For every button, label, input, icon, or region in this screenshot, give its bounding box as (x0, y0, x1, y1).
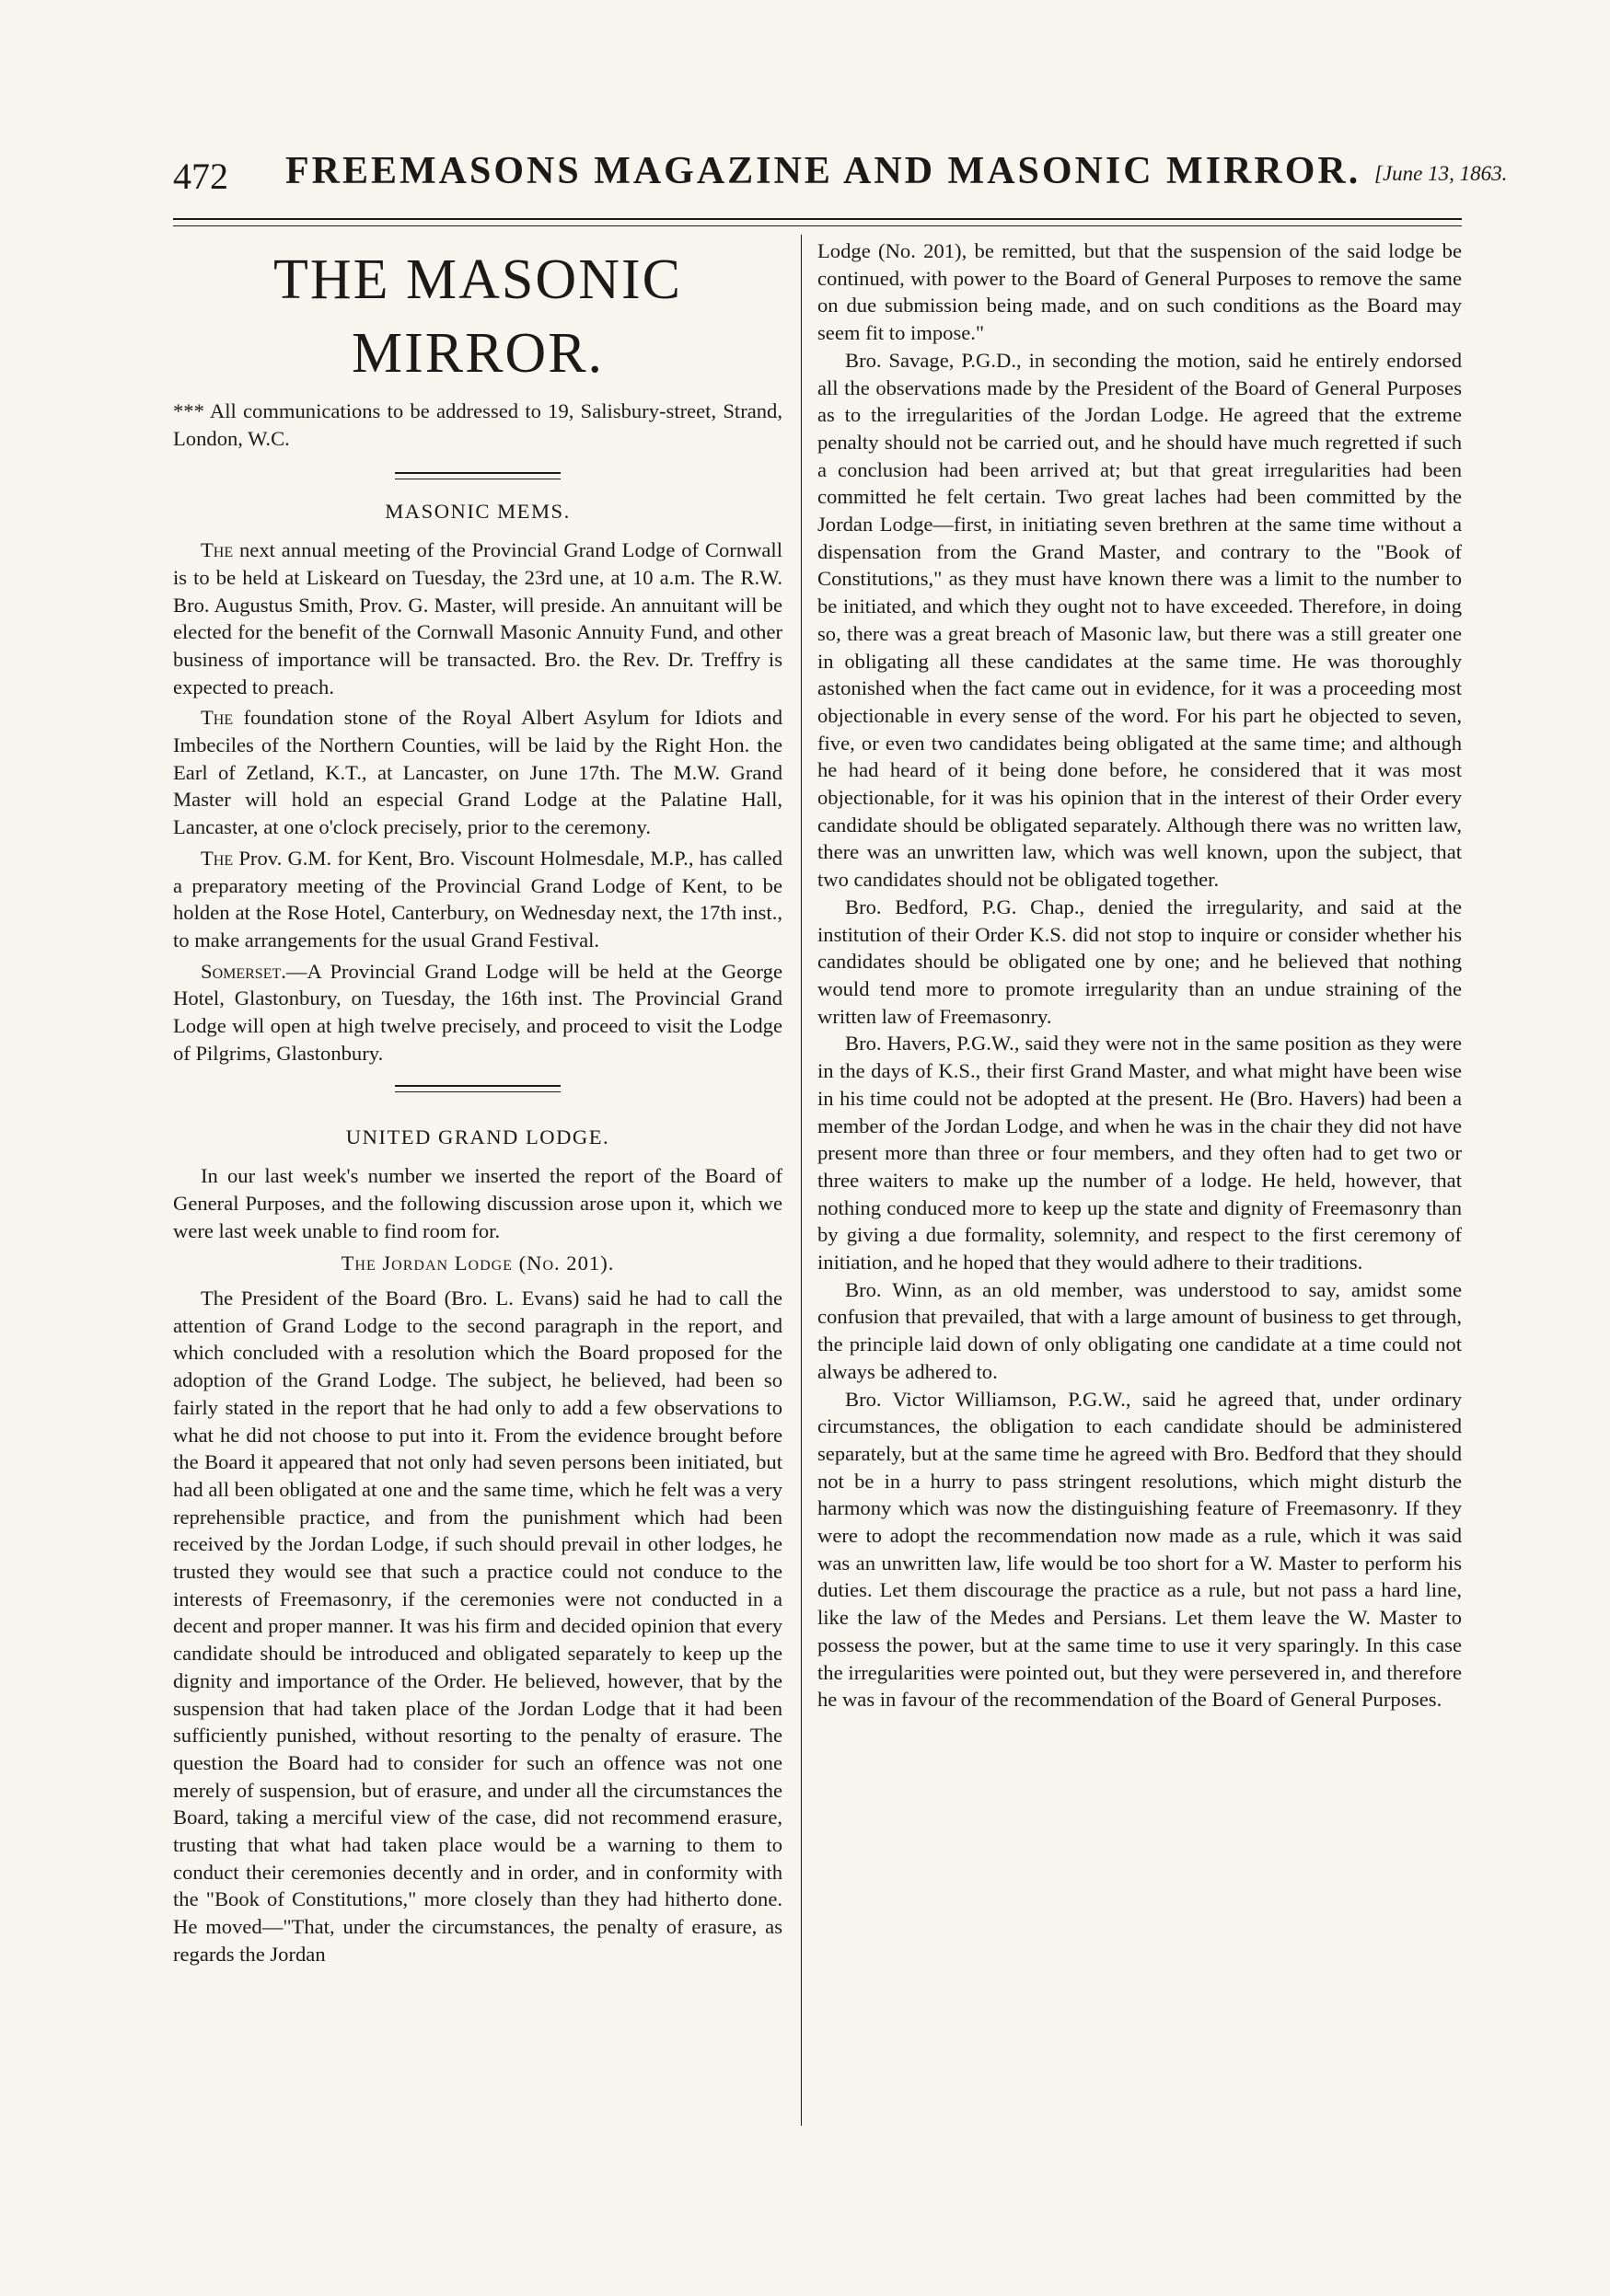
right-column (817, 237, 1462, 1713)
body-paragraph-continued: Lodge (No. 201), be remitted, but that the suspension of the said lodge be continued, with power to the Board of General Purposes to remove the same on due submission being made, and on such conditions as the Board may seem fit to impose." (817, 239, 1462, 345)
body-paragraph: Bro. Victor Williamson, P.G.W., said he agreed that, under ordinary circumstances, the obligation to each candidate should be administered separately, but at the same time he agreed with Bro. Bedford that they should not be in a hurry to pass stringent resolutions, which might disturb the harmony which was now the distinguishing feature of Freemasonry. If they were to adopt the recommendation now made as a rule, which it was said was an unwritten law, life would be too short for a W. Master to perform his duties. Let them discourage the practice as a rule, but not pass a hard line, like the law of the Medes and Persians. Let them leave the W. Master to possess the power, but at the same time to use it very sparingly. In this case the irregularities were pointed out, but they were persevered in, and therefore he was in favour of the recommendation of the Board of General Purposes. (817, 1387, 1462, 1712)
mem-text: —A Provincial Grand Lodge will be held at the George Hotel, Glastonbury, on Tuesday, the 16th inst. The Provincial Grand Lodge will open at high twelve precisely, and proceed to visit the Lodge of Pilgrims, Glastonbury. (173, 959, 782, 1065)
header-rule-thin (173, 225, 1462, 226)
running-head (0, 0, 1610, 248)
left-column (173, 237, 782, 1968)
section-heading-grand-lodge: UNITED GRAND LODGE. (345, 1125, 610, 1149)
mem-paragraph (173, 704, 782, 841)
mem-text: foundation stone of the Royal Albert Asylum for Idiots and Imbeciles of the Northern Counties, will be laid by the Right Hon. the Earl of Zetland, K.T., at Lancaster, on June 17th. The M.W. Grand Master will hold an especial Grand Lodge at the Palatine Hall, Lancaster, at one o'clock precisely, prior to the ceremony. (173, 706, 782, 839)
mem-text: next annual meeting of the Provincial Grand Lodge of Cornwall is to be held at Liskeard on Tuesday, the 23rd une, at 10 a.m. The R.W. Bro. Augustus Smith, Prov. G. Master, will preside. An annuitant will be elected for the benefit of the Cornwall Masonic Annuity Fund, and other business of importance will be transacted. Bro. the Rev. Dr. Treffry is expected to preach. (173, 538, 782, 698)
section-separator (395, 1085, 561, 1092)
body-paragraph: The President of the Board (Bro. L. Evans) said he had to call the attention of Grand Lodge to the second paragraph in the report, and which concluded with a resolution which the Board proposed for the adoption of the Grand Lodge. The subject, he believed, had been so fairly stated in the report that he had only to add a few observations to what he did not choose to put into it. From the evidence brought before the Board it appeared that not only had seven persons been initiated, but had all been obligated at one and the same time, which he felt was a very reprehensible practice, and from the punishment which had been received by the Jordan Lodge, if such should prevail in other lodges, he trusted they would see that such a practice could not conduce to the interests of Freemasonry, if the ceremonies were not conducted in a decent and proper manner. It was his firm and decided opinion that every candidate should be introduced and obligated separately to keep up the dignity and importance of the Order. He believed, however, that by the suspension that had taken place of the Jordan Lodge that it had been sufficiently punished, without resorting to the penalty of erasure. The question the Board had to consider for such an offence was not one merely of suspension, but of erasure, and under all the circumstances the Board, taking a merciful view of the case, did not recommend erasure, trusting that what had taken place would be a warning to them to conduct their ceremonies decently and in order, and in conformity with the "Book of Constitutions," more closely than they had hitherto done. He moved—"That, under the circumstances, the penalty of erasure, as regards the Jordan (173, 1286, 782, 1966)
page-number: 472 (173, 156, 228, 197)
mem-lead-word: The (201, 846, 234, 870)
issue-date: [June 13, 1863. (1374, 162, 1508, 185)
mem-paragraph (173, 958, 782, 1067)
section-title: THE MASONIC MIRROR. (273, 248, 682, 385)
column-divider (801, 235, 802, 2126)
subheading-jordan-lodge: The Jordan Lodge (No. 201). (341, 1252, 615, 1275)
header-rule (173, 218, 1462, 220)
mem-paragraph (173, 845, 782, 954)
body-paragraph: Bro. Winn, as an old member, was understood to say, amidst some confusion that prevailed, that with a large amount of business to get through, the principle laid down of only obligating one candidate at a time could not always be adhered to. (817, 1277, 1462, 1383)
mem-lead-word: Somerset. (201, 959, 286, 983)
body-paragraph: Bro. Bedford, P.G. Chap., denied the irregularity, and said at the institution of their Order K.S. did not stop to inquire or consider whether his candidates should be obligated one by one; and he believed that nothing would tend more to promote irregularity than an undue straining of the written law of Freemasonry. (817, 894, 1462, 1028)
grand-lodge-intro: In our last week's number we inserted the report of the Board of General Purposes, and the following discussion arose upon it, which we were last week unable to find room for. (173, 1164, 782, 1242)
section-separator (395, 472, 561, 479)
editorial-notice: *** All communications to be addressed to 19, Salisbury-street, Strand, London, W.C. (173, 399, 782, 450)
mem-paragraph (173, 537, 782, 700)
mem-lead-word: The (201, 706, 234, 730)
body-paragraph: Bro. Savage, P.G.D., in seconding the motion, said he entirely endorsed all the observations made by the President of the Board of General Purposes as to the irregularities of the Jordan Lodge. He agreed that the extreme penalty should not be carried out, and he should have much regretted if such a conclusion had been arrived at; but that great irregularities had been committed he felt certain. Two great laches had been committed by the Jordan Lodge—first, in initiating seven brethren at the same time without a dispensation from the Grand Master, and contrary to the "Book of Constitutions," as they must have known there was a limit to the number to be initiated, and which they ought not to have exceeded. Therefore, in doing so, there was a great breach of Masonic law, but there was a still greater one in obligating all these candidates at the same time. He was thoroughly astonished when the fact came out in evidence, for it was a proceeding most objectionable in every sense of the word. For his part he objected to seven, five, or even two candidates being obligated at the same time; and although he had heard of it being done before, he considered that it was most objectionable, for it was his opinion that in the interest of their Order every candidate should be obligated separately. Although there was no written law, there was an unwritten law, which was well known, upon the subject, that two candidates should not be obligated together. (817, 348, 1462, 892)
mem-lead-word: The (201, 538, 234, 562)
section-heading-mems: MASONIC MEMS. (385, 500, 571, 524)
mem-text: Prov. G.M. for Kent, Bro. Viscount Holmesdale, M.P., has called a preparatory meeting of the Provincial Grand Lodge of Kent, to be holden at the Rose Hotel, Canterbury, on Wednesday next, the 17th inst., to make arrangements for the usual Grand Festival. (173, 846, 782, 952)
publication-title: FREEMASONS MAGAZINE AND MASONIC MIRROR. (285, 150, 1361, 192)
body-paragraph: Bro. Havers, P.G.W., said they were not in the same position as they were in the days of K.S., their first Grand Master, and what might have been wise in his time could not be adopted at the present. He (Bro. Havers) had been a member of the Jordan Lodge, and when he was in the chair they did not have present more than three or four members, and they often had to get two or three waiters to make up the number of a lodge. He held, however, that nothing conduced more to keep up the state and dignity of Freemasonry than by giving a due formality, solemnity, and respect to the first ceremony of initiation, and he hoped that they would adhere to their traditions. (817, 1032, 1462, 1275)
